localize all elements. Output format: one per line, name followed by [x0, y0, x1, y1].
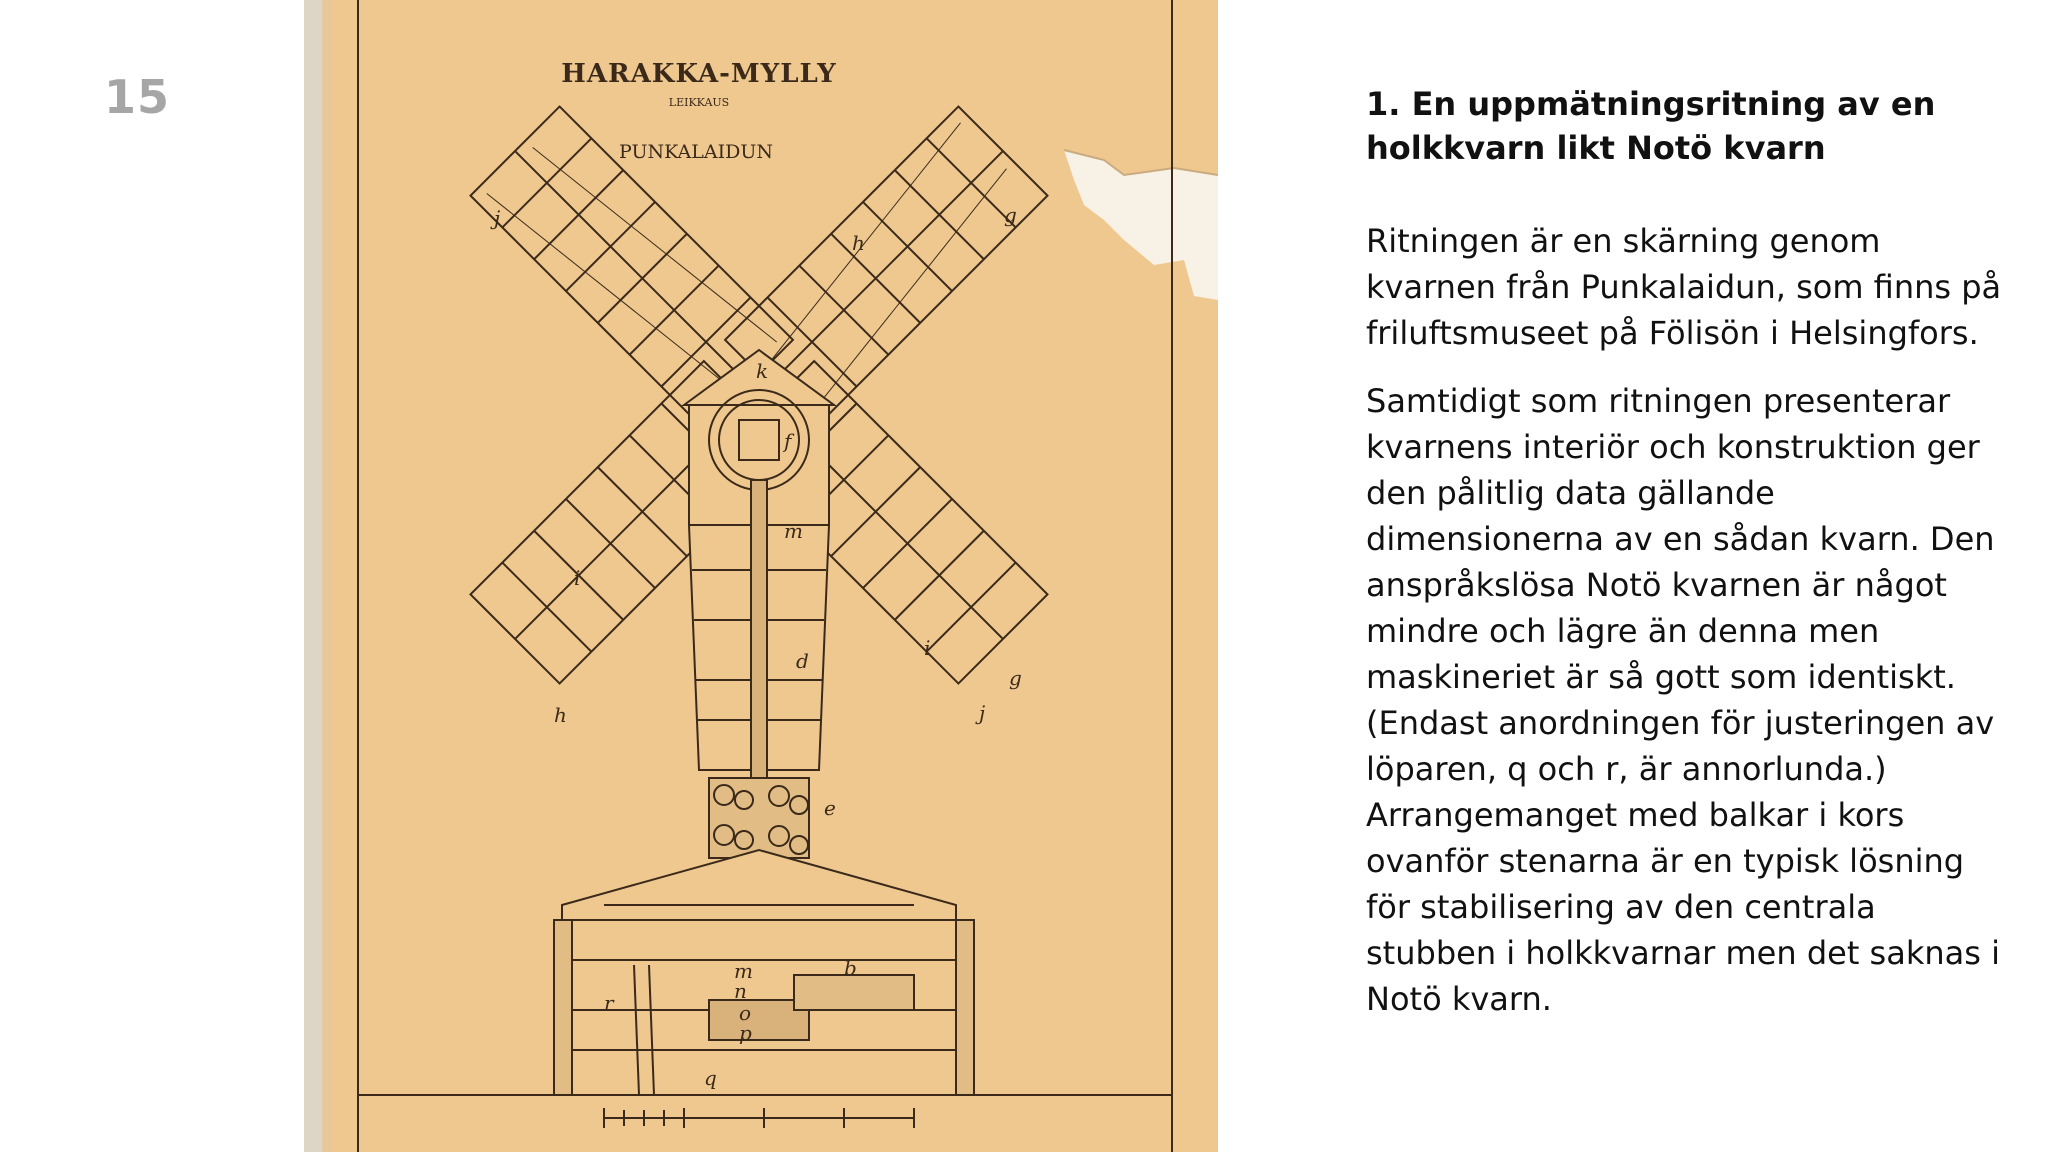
label-k: k: [756, 359, 769, 383]
label-e: e: [824, 796, 836, 820]
label-o: o: [739, 1001, 752, 1025]
label-h-upper: h: [852, 231, 865, 255]
paper-left-edge: [304, 0, 322, 1152]
log-stack: [709, 778, 809, 858]
label-j-upper: j: [494, 206, 501, 230]
label-p: p: [739, 1021, 752, 1045]
drawing-title-place: PUNKALAIDUN: [619, 141, 773, 163]
drawing-title-sub: LEIKKAUS: [668, 96, 730, 109]
text-panel: [1366, 82, 2006, 1044]
windmill-drawing: [304, 0, 1218, 1152]
label-h-lower: h: [554, 703, 567, 727]
label-n: n: [734, 979, 747, 1003]
drawing-title-main: HARAKKA-MYLLY: [561, 59, 837, 89]
paragraph-intro: Ritningen är en skärning genom kvarnen från Punkalaidun, som finns på friluftsmuseet på Fölisön i Helsingfors.: [1366, 222, 2002, 352]
label-g-lower: g: [1009, 666, 1022, 690]
label-d: d: [796, 649, 809, 673]
label-i-left: i: [574, 566, 581, 590]
label-b: b: [844, 956, 857, 980]
paragraph-details: Samtidigt som ritningen presenterar kvarnens interiör och konstruktion ger den pålitlig data gällande dimensionerna av en sådan kvarn. Den anspråkslösa Notö kvarnen är något mindre och lägre än denna men maskineriet är så gott som identiskt. (Endast anordningen för justeringen av löparen, q och r, är annorlunda.) Arrangemanget med balkar i kors ovanför stenarna är en typisk lösning för stabilisering av den centrala stubben i holkkvarnar men det saknas i Notö kvarn.: [1366, 382, 2000, 1018]
base-house: [554, 920, 974, 1095]
label-q: q: [704, 1066, 717, 1090]
label-r: r: [604, 991, 614, 1015]
slide-heading: 1. En uppmätningsritning av en holkkvarn likt Notö kvarn: [1366, 85, 1936, 167]
label-m-upper: m: [784, 519, 803, 543]
label-i-right: i: [924, 636, 931, 660]
label-m-lower: m: [734, 959, 753, 983]
label-f: f: [784, 429, 792, 453]
slide-number: 15: [104, 70, 171, 124]
label-g-upper: g: [1004, 203, 1017, 227]
label-j-lower: j: [979, 701, 986, 725]
